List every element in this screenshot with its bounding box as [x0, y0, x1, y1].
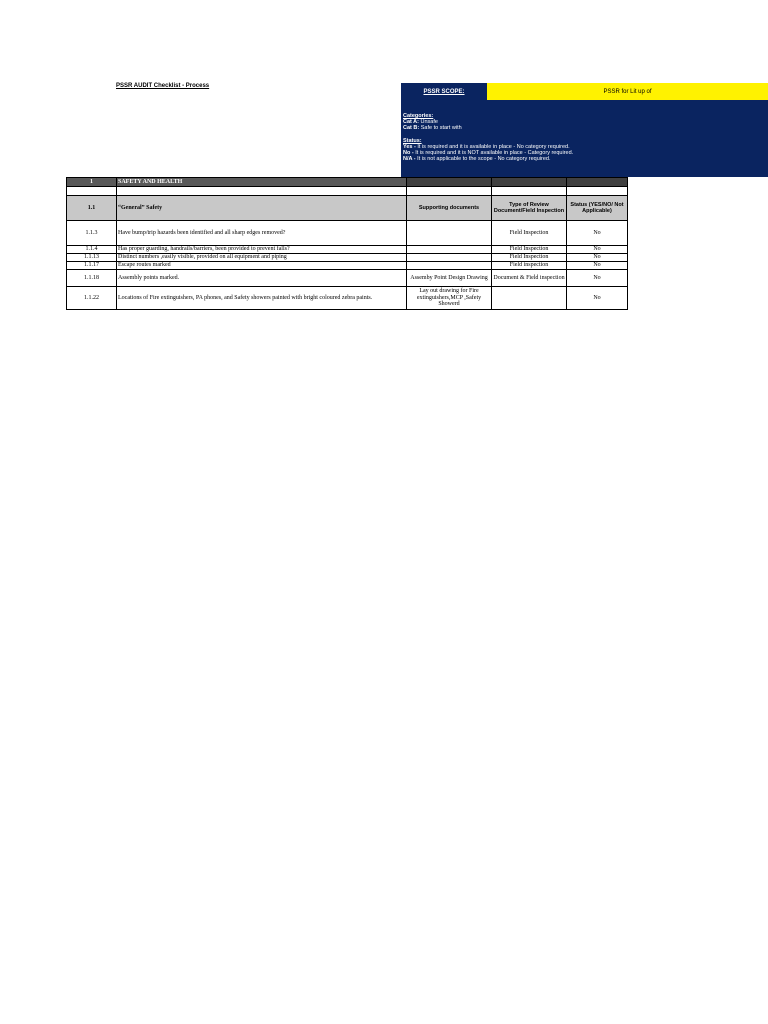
row-id[interactable]: 1.1.18 [67, 270, 117, 287]
row-review[interactable]: Field Inspection [492, 221, 567, 246]
scope-panel [401, 83, 768, 177]
legend-no: No - It is required and it is NOT available in place - Category required. [403, 150, 574, 157]
row-docs[interactable]: Lay out drawing for Fire extinguishers,MCP ,Safety Showerd [407, 287, 492, 310]
row-id[interactable]: 1.1.13 [67, 254, 117, 262]
section-title: SAFETY AND HEALTH [117, 178, 407, 187]
scope-value-cell[interactable]: PSSR for Lit up of [487, 83, 768, 100]
row-review[interactable]: Field Inspection [492, 246, 567, 254]
col-status: Status (YES/NO/ Not Applicable) [567, 196, 628, 221]
row-item[interactable]: Assembly points marked. [117, 270, 407, 287]
col-supporting-docs: Supporting documents [407, 196, 492, 221]
status-heading: Status: [403, 137, 422, 144]
categories-heading: Categories: [403, 113, 434, 119]
row-status[interactable]: No [567, 287, 628, 310]
row-item[interactable]: Escape routes marked [117, 262, 407, 270]
subsection-title: “General” Safety [117, 196, 407, 221]
row-id[interactable]: 1.1.3 [67, 221, 117, 246]
column-header-row [67, 196, 628, 221]
row-docs[interactable] [407, 246, 492, 254]
row-status[interactable]: No [567, 221, 628, 246]
section-header-row [67, 178, 628, 187]
row-docs[interactable] [407, 262, 492, 270]
row-status[interactable]: No [567, 262, 628, 270]
table-row [67, 221, 628, 246]
subsection-number: 1.1 [67, 196, 117, 221]
legend-cat-b: Cat B: Safe to start with [403, 125, 462, 132]
row-docs[interactable] [407, 221, 492, 246]
legend [403, 113, 573, 162]
row-review[interactable]: Document & Field inspection [492, 270, 567, 287]
legend-yes: Yes - It is required and it is available in place - No category required. [403, 143, 570, 150]
section-number: 1 [67, 178, 117, 187]
legend-cat-a: Cat A: Unsafe [403, 119, 438, 126]
row-status[interactable]: No [567, 270, 628, 287]
row-status[interactable]: No [567, 246, 628, 254]
row-review[interactable]: Field inspection [492, 262, 567, 270]
row-review[interactable]: Field Inspection [492, 254, 567, 262]
table-row [67, 270, 628, 287]
blank-row [67, 187, 628, 196]
row-docs[interactable]: Assemby Point Design Drawing [407, 270, 492, 287]
row-item[interactable]: Has proper guarding, handrails/barriers, been provided to prevent falls? [117, 246, 407, 254]
table-row [67, 262, 628, 270]
row-item[interactable]: Distinct numbers ,easily visible, provided on all equipment and piping [117, 254, 407, 262]
row-review[interactable] [492, 287, 567, 310]
row-id[interactable]: 1.1.22 [67, 287, 117, 310]
row-id[interactable]: 1.1.4 [67, 246, 117, 254]
row-status[interactable]: No [567, 254, 628, 262]
table-row [67, 254, 628, 262]
row-docs[interactable] [407, 254, 492, 262]
row-item[interactable]: Locations of Fire extinguishers, PA phones, and Safety showers painted with bright coloured zebra paints. [117, 287, 407, 310]
page-title: PSSR AUDIT Checklist - Process [116, 83, 210, 89]
col-review-type: Type of Review Document/Field Inspection [492, 196, 567, 221]
legend-na: N/A - It is not applicable to the scope - No category required. [403, 156, 551, 163]
scope-label: PSSR SCOPE: [423, 88, 465, 95]
table-row [67, 246, 628, 254]
checklist-table [66, 177, 628, 310]
table-row [67, 287, 628, 310]
row-item[interactable]: Have bump/trip hazards been identified and all sharp edges removed? [117, 221, 407, 246]
row-id[interactable]: 1.1.17 [67, 262, 117, 270]
